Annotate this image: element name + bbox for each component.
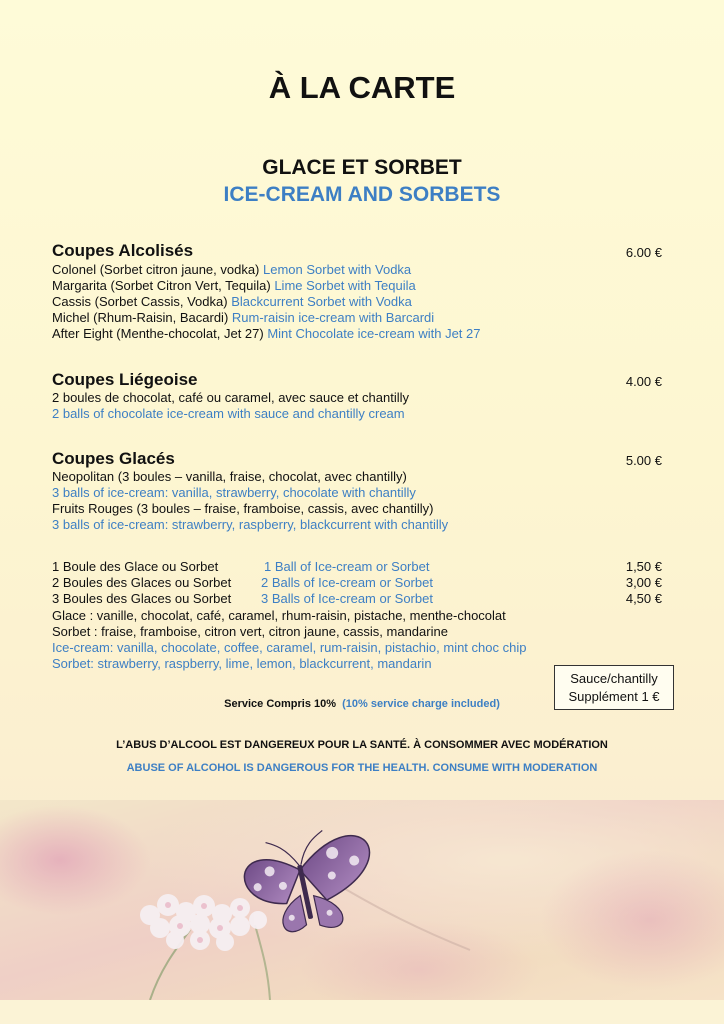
sauce-line-2: Supplément 1 € bbox=[568, 689, 660, 704]
glace-flavours-fr: Glace : vanille, chocolat, café, caramel, rhum-raisin, pistache, menthe-chocolat bbox=[52, 608, 506, 623]
item-fr: Michel (Rhum-Raisin, Bacardi) bbox=[52, 310, 229, 325]
list-item bbox=[52, 262, 481, 278]
section-title-alcolises: Coupes Alcolisés bbox=[52, 241, 194, 260]
list-item bbox=[52, 294, 481, 310]
alcohol-warning-fr: L’ABUS D’ALCOOL EST DANGEREUX POUR LA SANTÉ. À CONSOMMER AVEC MODÉRATION bbox=[116, 739, 608, 751]
item-en: Lime Sorbet with Tequila bbox=[274, 278, 416, 293]
bottom-band bbox=[0, 1000, 724, 1024]
boule-2-en: 2 Balls of Ice-cream or Sorbet bbox=[261, 575, 433, 590]
section-title-liegeoise: Coupes Liégeoise bbox=[52, 370, 198, 389]
boule-2-price: 3,00 € bbox=[625, 575, 662, 590]
fruits-rouges-en: 3 balls of ice-cream: strawberry, raspberry, blackcurrent with chantilly bbox=[52, 517, 449, 532]
boule-3-fr: 3 Boules des Glaces ou Sorbet bbox=[52, 591, 232, 606]
fruits-rouges-fr: Fruits Rouges (3 boules – fraise, framboise, cassis, avec chantilly) bbox=[52, 501, 434, 516]
item-fr: Cassis (Sorbet Cassis, Vodka) bbox=[52, 294, 228, 309]
item-fr: Colonel (Sorbet citron jaune, vodka) bbox=[52, 262, 260, 277]
item-en: Blackcurrent Sorbet with Vodka bbox=[231, 294, 412, 309]
list-item bbox=[52, 310, 481, 326]
item-en: Mint Chocolate ice-cream with Jet 27 bbox=[267, 326, 481, 341]
item-en: Rum-raisin ice-cream with Barcardi bbox=[231, 310, 435, 325]
subtitle-french: GLACE ET SORBET bbox=[262, 156, 462, 179]
boule-1-fr: 1 Boule des Glace ou Sorbet bbox=[52, 559, 219, 574]
item-fr: Margarita (Sorbet Citron Vert, Tequila) bbox=[52, 278, 271, 293]
boule-2-fr: 2 Boules des Glaces ou Sorbet bbox=[52, 575, 232, 590]
service-note bbox=[0, 698, 724, 710]
boule-3-en: 3 Balls of Ice-cream or Sorbet bbox=[261, 591, 433, 606]
service-en: (10% service charge included) bbox=[342, 698, 500, 710]
sauce-line-1: Sauce/chantilly bbox=[570, 671, 658, 686]
list-alcolises bbox=[52, 262, 481, 342]
flavour-list bbox=[52, 608, 526, 672]
item-fr: After Eight (Menthe-chocolat, Jet 27) bbox=[52, 326, 264, 341]
list-item bbox=[52, 326, 481, 342]
sorbet-flavours-fr: Sorbet : fraise, framboise, citron vert, citron jaune, cassis, mandarine bbox=[52, 624, 448, 639]
boule-1-price: 1,50 € bbox=[625, 559, 662, 574]
desc-fr: 2 boules de chocolat, café ou caramel, avec sauce et chantilly bbox=[52, 390, 409, 405]
icecream-flavours-en: Ice-cream: vanilla, chocolate, coffee, caramel, rum-raisin, pistachio, mint choc chip bbox=[52, 640, 527, 655]
list-liegeoise bbox=[52, 390, 409, 422]
neopolitan-fr: Neopolitan (3 boules – vanilla, fraise, chocolat, avec chantilly) bbox=[52, 469, 407, 484]
section-title-glaces: Coupes Glacés bbox=[52, 449, 175, 468]
price-liegeoise: 4.00 € bbox=[625, 374, 662, 389]
neopolitan-en: 3 balls of ice-cream: vanilla, strawberry, chocolate with chantilly bbox=[52, 485, 416, 500]
service-fr: Service Compris 10% bbox=[224, 698, 337, 710]
decorative-photo bbox=[0, 800, 724, 1000]
subtitle-english: ICE-CREAM AND SORBETS bbox=[223, 183, 501, 206]
item-en: Lemon Sorbet with Vodka bbox=[263, 262, 412, 277]
list-item bbox=[52, 278, 481, 294]
boule-1-en: 1 Ball of Ice-cream or Sorbet bbox=[264, 559, 430, 574]
alcohol-warning-en: ABUSE OF ALCOHOL IS DANGEROUS FOR THE HEALTH. CONSUME WITH MODERATION bbox=[126, 762, 598, 774]
price-glaces: 5.00 € bbox=[625, 453, 662, 468]
page-title: À LA CARTE bbox=[268, 70, 456, 105]
sorbet-flavours-en: Sorbet: strawberry, raspberry, lime, lemon, blackcurrent, mandarin bbox=[52, 656, 432, 671]
butterfly-flower-illustration bbox=[0, 800, 724, 1000]
list-glaces bbox=[52, 469, 448, 533]
boule-3-price: 4,50 € bbox=[625, 591, 662, 606]
price-alcolises: 6.00 € bbox=[625, 245, 662, 260]
desc-en: 2 balls of chocolate ice-cream with sauce and chantilly cream bbox=[52, 406, 405, 421]
